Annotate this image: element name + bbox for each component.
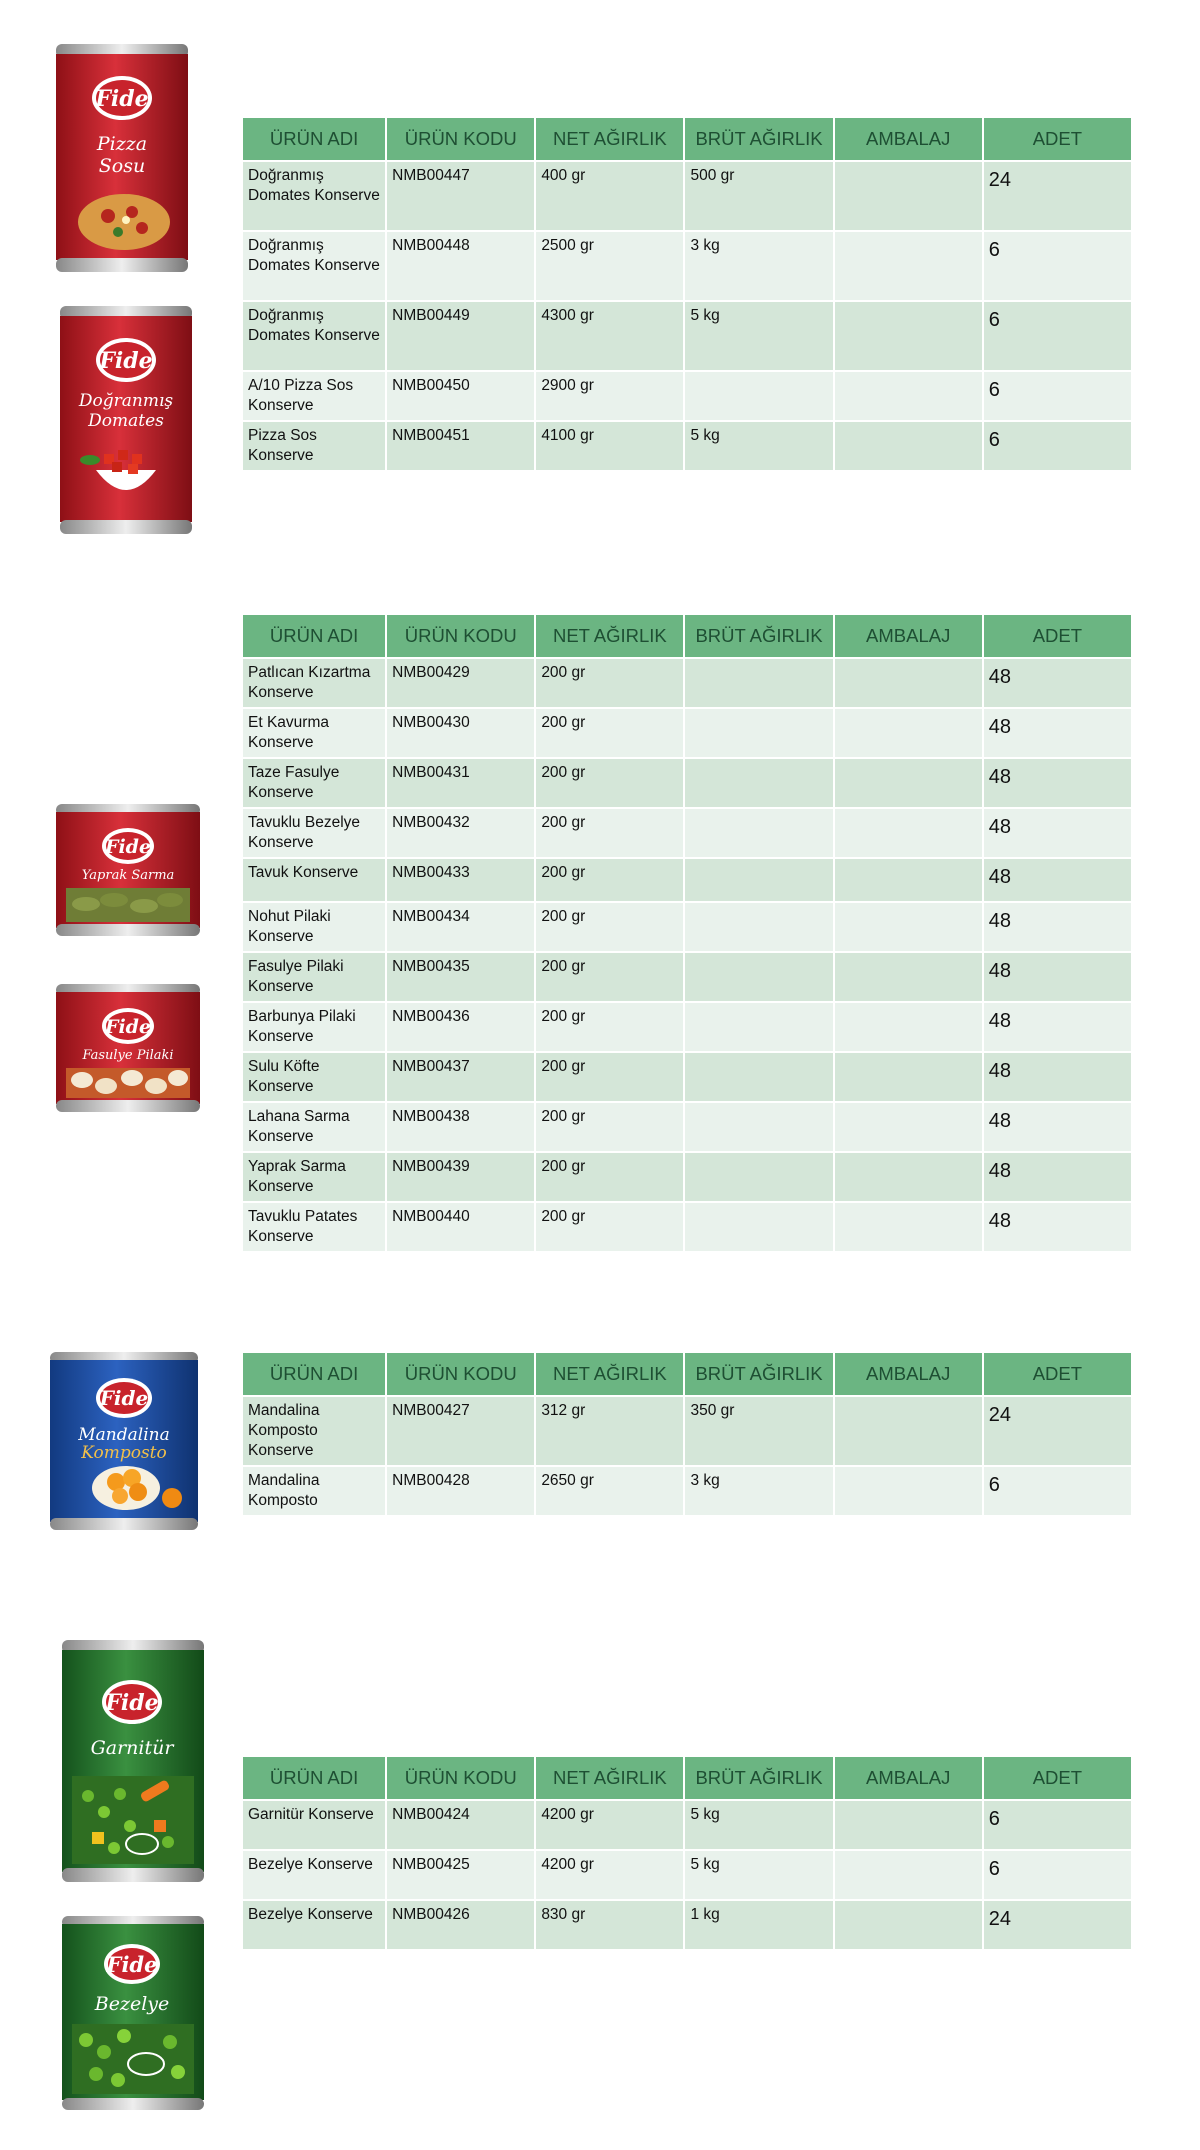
svg-text:Fide: Fide xyxy=(105,1690,159,1716)
net-weight-cell: 200 gr xyxy=(536,709,683,757)
header-brut-agirlik: BRÜT AĞIRLIK xyxy=(685,118,832,160)
gross-weight-cell: 5 kg xyxy=(685,302,832,370)
net-weight-cell: 4200 gr xyxy=(536,1851,683,1899)
product-name-cell: Sulu Köfte Konserve xyxy=(243,1053,385,1101)
net-weight-cell: 200 gr xyxy=(536,953,683,1001)
header-urun-kodu: ÜRÜN KODU xyxy=(387,615,534,657)
quantity-cell: 6 xyxy=(984,302,1131,370)
packaging-cell xyxy=(835,232,982,300)
table-row xyxy=(243,1153,1131,1201)
gross-weight-cell: 500 gr xyxy=(685,162,832,230)
header-brut-agirlik: BRÜT AĞIRLIK xyxy=(685,1757,832,1799)
gross-weight-cell: 1 kg xyxy=(685,1901,832,1949)
net-weight-cell: 200 gr xyxy=(536,1103,683,1151)
quantity-cell: 24 xyxy=(984,162,1131,230)
quantity-cell: 48 xyxy=(984,709,1131,757)
net-weight-cell: 200 gr xyxy=(536,759,683,807)
gross-weight-cell xyxy=(685,372,832,420)
gross-weight-cell: 3 kg xyxy=(685,1467,832,1515)
table-row xyxy=(243,422,1131,470)
net-weight-cell: 200 gr xyxy=(536,1003,683,1051)
product-code-cell: NMB00424 xyxy=(387,1801,534,1849)
packaging-cell xyxy=(835,859,982,901)
table-row xyxy=(243,1203,1131,1251)
header-urun-adi: ÜRÜN ADI xyxy=(243,1757,385,1799)
table-row xyxy=(243,1003,1131,1051)
packaging-cell xyxy=(835,759,982,807)
net-weight-cell: 200 gr xyxy=(536,659,683,707)
packaging-cell xyxy=(835,162,982,230)
table-row xyxy=(243,232,1131,300)
table-row xyxy=(243,903,1131,951)
packaging-cell xyxy=(835,659,982,707)
product-code-cell: NMB00451 xyxy=(387,422,534,470)
net-weight-cell: 200 gr xyxy=(536,1053,683,1101)
quantity-cell: 48 xyxy=(984,1203,1131,1251)
header-adet: ADET xyxy=(984,615,1131,657)
svg-text:Yaprak Sarma: Yaprak Sarma xyxy=(81,868,175,883)
quantity-cell: 48 xyxy=(984,859,1131,901)
table-row xyxy=(243,1851,1131,1899)
product-name-cell: Patlıcan Kızartma Konserve xyxy=(243,659,385,707)
header-net-agirlik: NET AĞIRLIK xyxy=(536,615,683,657)
product-name-cell: Mandalina Komposto xyxy=(243,1467,385,1515)
net-weight-cell: 2900 gr xyxy=(536,372,683,420)
product-code-cell: NMB00449 xyxy=(387,302,534,370)
can-mandalina-komposto xyxy=(46,1348,202,1534)
product-name-cell: Bezelye Konserve xyxy=(243,1851,385,1899)
product-name-cell: Yaprak Sarma Konserve xyxy=(243,1153,385,1201)
table-row xyxy=(243,1397,1131,1465)
table-row xyxy=(243,1467,1131,1515)
svg-text:Domates: Domates xyxy=(88,411,164,431)
product-name-cell: Tavuklu Patates Konserve xyxy=(243,1203,385,1251)
table-row xyxy=(243,162,1131,230)
table-row xyxy=(243,1103,1131,1151)
can-fasulye-pilaki xyxy=(52,980,204,1116)
product-code-cell: NMB00433 xyxy=(387,859,534,901)
net-weight-cell: 2650 gr xyxy=(536,1467,683,1515)
table-row xyxy=(243,709,1131,757)
table-header-row xyxy=(243,118,1131,160)
svg-text:Fide: Fide xyxy=(99,1386,149,1410)
svg-text:Pizza: Pizza xyxy=(96,133,148,155)
product-table-vegetables xyxy=(241,1755,1133,1951)
quantity-cell: 48 xyxy=(984,1003,1131,1051)
gross-weight-cell xyxy=(685,659,832,707)
net-weight-cell: 4200 gr xyxy=(536,1801,683,1849)
quantity-cell: 6 xyxy=(984,372,1131,420)
product-code-cell: NMB00432 xyxy=(387,809,534,857)
quantity-cell: 6 xyxy=(984,1801,1131,1849)
product-table-tomato xyxy=(241,116,1133,472)
packaging-cell xyxy=(835,1153,982,1201)
gross-weight-cell xyxy=(685,953,832,1001)
header-brut-agirlik: BRÜT AĞIRLIK xyxy=(685,615,832,657)
gross-weight-cell xyxy=(685,1103,832,1151)
gross-weight-cell: 5 kg xyxy=(685,422,832,470)
net-weight-cell: 200 gr xyxy=(536,1203,683,1251)
header-net-agirlik: NET AĞIRLIK xyxy=(536,1353,683,1395)
product-name-cell: Et Kavurma Konserve xyxy=(243,709,385,757)
gross-weight-cell xyxy=(685,903,832,951)
packaging-cell xyxy=(835,809,982,857)
packaging-cell xyxy=(835,1801,982,1849)
header-adet: ADET xyxy=(984,1757,1131,1799)
product-code-cell: NMB00434 xyxy=(387,903,534,951)
gross-weight-cell: 350 gr xyxy=(685,1397,832,1465)
packaging-cell xyxy=(835,1851,982,1899)
quantity-cell: 48 xyxy=(984,809,1131,857)
quantity-cell: 48 xyxy=(984,1053,1131,1101)
table-row xyxy=(243,1053,1131,1101)
product-code-cell: NMB00437 xyxy=(387,1053,534,1101)
product-code-cell: NMB00448 xyxy=(387,232,534,300)
product-name-cell: Bezelye Konserve xyxy=(243,1901,385,1949)
can-bezelye xyxy=(58,1912,208,2116)
fruit-can-icon xyxy=(46,1348,202,1534)
product-name-cell: Nohut Pilaki Konserve xyxy=(243,903,385,951)
header-urun-kodu: ÜRÜN KODU xyxy=(387,1353,534,1395)
net-weight-cell: 200 gr xyxy=(536,903,683,951)
product-code-cell: NMB00426 xyxy=(387,1901,534,1949)
product-code-cell: NMB00440 xyxy=(387,1203,534,1251)
net-weight-cell: 400 gr xyxy=(536,162,683,230)
svg-text:Doğranmış: Doğranmış xyxy=(78,391,174,411)
packaging-cell xyxy=(835,1467,982,1515)
packaging-cell xyxy=(835,1053,982,1101)
packaging-cell xyxy=(835,903,982,951)
can-garnitur xyxy=(58,1636,208,1888)
product-table-ready-meals xyxy=(241,613,1133,1253)
gross-weight-cell xyxy=(685,859,832,901)
table-header-row xyxy=(243,1353,1131,1395)
packaging-cell xyxy=(835,302,982,370)
product-code-cell: NMB00427 xyxy=(387,1397,534,1465)
table-row xyxy=(243,302,1131,370)
gross-weight-cell xyxy=(685,759,832,807)
svg-text:Mandalina: Mandalina xyxy=(78,1425,170,1445)
tomato-can-icon xyxy=(52,40,192,276)
header-net-agirlik: NET AĞIRLIK xyxy=(536,1757,683,1799)
net-weight-cell: 4300 gr xyxy=(536,302,683,370)
product-code-cell: NMB00450 xyxy=(387,372,534,420)
tomato-can-icon xyxy=(56,302,196,538)
header-urun-adi: ÜRÜN ADI xyxy=(243,615,385,657)
product-name-cell: Mandalina Komposto Konserve xyxy=(243,1397,385,1465)
table-row xyxy=(243,809,1131,857)
svg-text:Fide: Fide xyxy=(99,348,153,374)
quantity-cell: 6 xyxy=(984,1851,1131,1899)
product-name-cell: Lahana Sarma Konserve xyxy=(243,1103,385,1151)
product-name-cell: Doğranmış Domates Konserve xyxy=(243,232,385,300)
gross-weight-cell: 5 kg xyxy=(685,1801,832,1849)
quantity-cell: 6 xyxy=(984,1467,1131,1515)
header-adet: ADET xyxy=(984,1353,1131,1395)
svg-text:Fide: Fide xyxy=(95,86,149,112)
gross-weight-cell xyxy=(685,809,832,857)
net-weight-cell: 200 gr xyxy=(536,859,683,901)
table-row xyxy=(243,659,1131,707)
net-weight-cell: 830 gr xyxy=(536,1901,683,1949)
product-name-cell: Taze Fasulye Konserve xyxy=(243,759,385,807)
product-code-cell: NMB00436 xyxy=(387,1003,534,1051)
svg-text:Garnitür: Garnitür xyxy=(90,1737,174,1759)
net-weight-cell: 2500 gr xyxy=(536,232,683,300)
quantity-cell: 24 xyxy=(984,1397,1131,1465)
packaging-cell xyxy=(835,1397,982,1465)
product-name-cell: Fasulye Pilaki Konserve xyxy=(243,953,385,1001)
can-dogranmis-domates xyxy=(56,302,196,538)
packaging-cell xyxy=(835,1103,982,1151)
svg-text:Fasulye Pilaki: Fasulye Pilaki xyxy=(82,1048,174,1063)
header-net-agirlik: NET AĞIRLIK xyxy=(536,118,683,160)
quantity-cell: 48 xyxy=(984,759,1131,807)
packaging-cell xyxy=(835,953,982,1001)
product-code-cell: NMB00435 xyxy=(387,953,534,1001)
food-can-icon xyxy=(52,800,204,940)
vegetable-can-icon xyxy=(58,1912,208,2116)
packaging-cell xyxy=(835,709,982,757)
gross-weight-cell: 3 kg xyxy=(685,232,832,300)
gross-weight-cell xyxy=(685,1153,832,1201)
svg-text:Komposto: Komposto xyxy=(81,1443,167,1463)
header-ambalaj: AMBALAJ xyxy=(835,118,982,160)
product-name-cell: Barbunya Pilaki Konserve xyxy=(243,1003,385,1051)
product-name-cell: A/10 Pizza Sos Konserve xyxy=(243,372,385,420)
header-urun-kodu: ÜRÜN KODU xyxy=(387,1757,534,1799)
vegetable-can-icon xyxy=(58,1636,208,1888)
product-name-cell: Tavuklu Bezelye Konserve xyxy=(243,809,385,857)
packaging-cell xyxy=(835,422,982,470)
table-row xyxy=(243,759,1131,807)
table-row xyxy=(243,372,1131,420)
net-weight-cell: 200 gr xyxy=(536,809,683,857)
quantity-cell: 6 xyxy=(984,422,1131,470)
table-row xyxy=(243,859,1131,901)
quantity-cell: 6 xyxy=(984,232,1131,300)
header-ambalaj: AMBALAJ xyxy=(835,1757,982,1799)
svg-text:Fide: Fide xyxy=(104,1016,152,1038)
table-row xyxy=(243,1901,1131,1949)
product-code-cell: NMB00430 xyxy=(387,709,534,757)
quantity-cell: 48 xyxy=(984,953,1131,1001)
svg-text:Fide: Fide xyxy=(104,836,152,858)
net-weight-cell: 312 gr xyxy=(536,1397,683,1465)
header-urun-adi: ÜRÜN ADI xyxy=(243,1353,385,1395)
can-pizza-sosu xyxy=(52,40,192,276)
food-can-icon xyxy=(52,980,204,1116)
product-code-cell: NMB00425 xyxy=(387,1851,534,1899)
product-code-cell: NMB00438 xyxy=(387,1103,534,1151)
quantity-cell: 48 xyxy=(984,1153,1131,1201)
product-name-cell: Garnitür Konserve xyxy=(243,1801,385,1849)
gross-weight-cell xyxy=(685,1053,832,1101)
packaging-cell xyxy=(835,1203,982,1251)
gross-weight-cell xyxy=(685,1003,832,1051)
product-name-cell: Tavuk Konserve xyxy=(243,859,385,901)
packaging-cell xyxy=(835,1901,982,1949)
quantity-cell: 24 xyxy=(984,1901,1131,1949)
product-code-cell: NMB00431 xyxy=(387,759,534,807)
header-ambalaj: AMBALAJ xyxy=(835,615,982,657)
gross-weight-cell: 5 kg xyxy=(685,1851,832,1899)
product-code-cell: NMB00439 xyxy=(387,1153,534,1201)
quantity-cell: 48 xyxy=(984,903,1131,951)
table-header-row xyxy=(243,615,1131,657)
table-row xyxy=(243,1801,1131,1849)
net-weight-cell: 200 gr xyxy=(536,1153,683,1201)
product-table-mandarin xyxy=(241,1351,1133,1517)
header-urun-adi: ÜRÜN ADI xyxy=(243,118,385,160)
product-name-cell: Pizza Sos Konserve xyxy=(243,422,385,470)
header-adet: ADET xyxy=(984,118,1131,160)
svg-text:Bezelye: Bezelye xyxy=(94,1993,170,2015)
quantity-cell: 48 xyxy=(984,659,1131,707)
product-name-cell: Doğranmış Domates Konserve xyxy=(243,302,385,370)
product-name-cell: Doğranmış Domates Konserve xyxy=(243,162,385,230)
gross-weight-cell xyxy=(685,1203,832,1251)
table-row xyxy=(243,953,1131,1001)
table-header-row xyxy=(243,1757,1131,1799)
product-code-cell: NMB00429 xyxy=(387,659,534,707)
can-yaprak-sarma xyxy=(52,800,204,940)
product-code-cell: NMB00447 xyxy=(387,162,534,230)
svg-text:Fide: Fide xyxy=(106,1952,158,1977)
product-code-cell: NMB00428 xyxy=(387,1467,534,1515)
gross-weight-cell xyxy=(685,709,832,757)
quantity-cell: 48 xyxy=(984,1103,1131,1151)
svg-text:Sosu: Sosu xyxy=(98,155,146,177)
net-weight-cell: 4100 gr xyxy=(536,422,683,470)
header-brut-agirlik: BRÜT AĞIRLIK xyxy=(685,1353,832,1395)
header-urun-kodu: ÜRÜN KODU xyxy=(387,118,534,160)
header-ambalaj: AMBALAJ xyxy=(835,1353,982,1395)
packaging-cell xyxy=(835,1003,982,1051)
packaging-cell xyxy=(835,372,982,420)
